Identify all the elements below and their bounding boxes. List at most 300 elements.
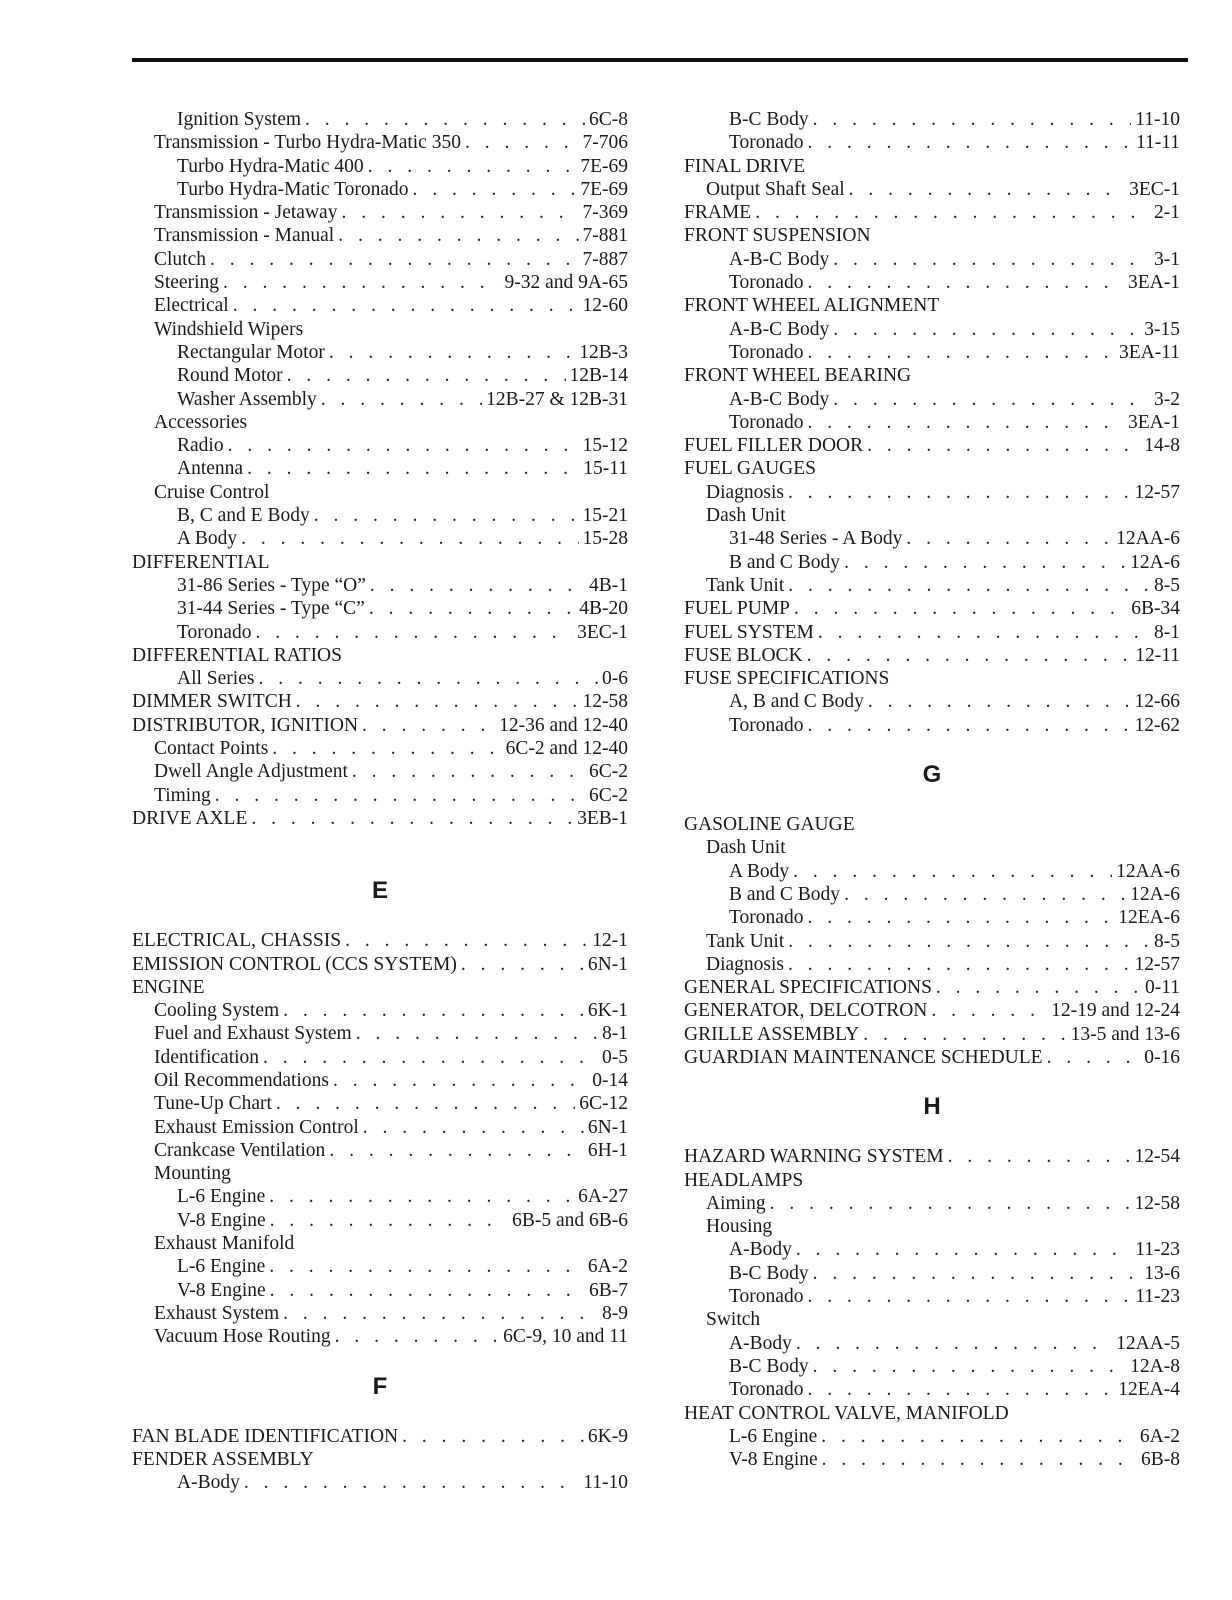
index-entry-title: Cruise Control [154, 481, 270, 503]
index-entry [132, 737, 628, 760]
index-entry-title: Toronado [729, 411, 804, 433]
index-entry-title: DIMMER SWITCH [132, 691, 292, 713]
section-letter-heading: F [372, 1372, 388, 1400]
index-entry-title: A-B-C Body [729, 248, 830, 270]
index-entry-title: Toronado [729, 132, 804, 154]
index-entry [684, 621, 1180, 644]
dot-leader [931, 999, 1047, 1022]
index-entry [684, 341, 1180, 364]
index-entry-title: A Body [729, 860, 790, 882]
index-entry [132, 1185, 628, 1208]
dot-leader [296, 690, 579, 713]
index-entry-page: 3-15 [1144, 318, 1180, 340]
index-entry [132, 271, 628, 294]
index-entry [132, 1425, 628, 1448]
index-entry-page: 0-11 [1144, 977, 1180, 999]
index-entry [684, 155, 1180, 178]
index-entry [132, 714, 628, 737]
index-entry [132, 411, 628, 434]
index-entry [132, 1255, 628, 1278]
index-entry [684, 388, 1180, 411]
index-entry [684, 1238, 1180, 1261]
dot-leader [228, 434, 579, 457]
index-entry [132, 667, 628, 690]
index-entry-title: Diagnosis [706, 481, 784, 503]
index-entry-title: Rectangular Motor [177, 341, 325, 363]
index-entry-title: Tank Unit [706, 574, 785, 596]
dot-leader [788, 953, 1131, 976]
index-entry-page: 2-1 [1154, 202, 1180, 224]
index-entry-page: 9-32 and 9A-65 [504, 272, 628, 294]
index-entry-title: Exhaust System [154, 1302, 280, 1324]
index-entry [132, 155, 628, 178]
index-entry [684, 597, 1180, 620]
dot-leader [813, 108, 1132, 131]
index-entry-page: 3EA-1 [1128, 411, 1180, 433]
index-entry [132, 1139, 628, 1162]
index-entry-page: 8-5 [1154, 574, 1180, 596]
index-entry-title: Transmission - Turbo Hydra-Matic 350 [154, 132, 461, 154]
dot-leader [223, 271, 501, 294]
index-entry-title: FENDER ASSEMBLY [132, 1448, 314, 1470]
section-spacer [684, 1069, 1180, 1092]
index-entry-page: 11-23 [1135, 1239, 1180, 1261]
index-entry-title: Windshield Wipers [154, 318, 304, 340]
index-entry [684, 248, 1180, 271]
dot-leader [807, 1285, 1131, 1308]
index-entry [132, 364, 628, 387]
index-entry [684, 364, 1180, 387]
index-entry-title: Crankcase Ventilation [154, 1139, 326, 1161]
index-entry [684, 131, 1180, 154]
index-entry-title: A-B-C Body [729, 318, 830, 340]
index-entry-page: 0-6 [602, 668, 628, 690]
dot-leader [335, 1325, 499, 1348]
dot-leader [338, 224, 578, 247]
index-entry-title: HAZARD WARNING SYSTEM [684, 1146, 944, 1168]
index-entry-title: Switch [706, 1309, 761, 1331]
index-entry [684, 1355, 1180, 1378]
index-entry-title: Toronado [729, 272, 804, 294]
dot-leader [844, 883, 1126, 906]
dot-leader [345, 929, 588, 952]
index-entry [684, 976, 1180, 999]
index-entry [684, 1402, 1180, 1425]
index-entry-title: V-8 Engine [177, 1209, 266, 1231]
dot-leader [796, 1332, 1112, 1355]
index-entry [132, 953, 628, 976]
index-entry [684, 1215, 1180, 1238]
index-entry [132, 1116, 628, 1139]
dot-leader [247, 457, 579, 480]
index-entry [132, 224, 628, 247]
index-entry-title: FRONT WHEEL BEARING [684, 365, 912, 387]
index-entry-page: 12B-27 & 12B-31 [486, 388, 628, 410]
index-entry-page: 12-11 [1135, 644, 1180, 666]
index-entry-title: Transmission - Manual [154, 225, 335, 247]
index-entry [684, 1285, 1180, 1308]
section-spacer [132, 853, 628, 876]
dot-leader [263, 1046, 598, 1069]
index-entry [684, 836, 1180, 859]
index-entry-page: 12EA-4 [1118, 1379, 1180, 1401]
index-entry-title: FRAME [684, 202, 752, 224]
section-spacer [132, 1349, 628, 1372]
index-entry-page: 13-6 [1144, 1262, 1180, 1284]
dot-leader [818, 621, 1150, 644]
dot-leader [283, 1302, 598, 1325]
dot-leader [788, 574, 1150, 597]
index-entry-title: FRONT SUSPENSION [684, 225, 871, 247]
index-entry-page: 12-19 and 12-24 [1051, 1000, 1180, 1022]
section-spacer [132, 830, 628, 853]
index-entry-title: Toronado [177, 621, 252, 643]
index-entry-page: 0-16 [1144, 1046, 1180, 1068]
index-entry-page: 6C-12 [579, 1093, 628, 1115]
index-entry [684, 1046, 1180, 1069]
index-entry-title: GRILLE ASSEMBLY [684, 1023, 860, 1045]
dot-leader [333, 1069, 588, 1092]
dot-leader [936, 976, 1141, 999]
dot-leader [244, 1471, 579, 1494]
dot-leader [807, 906, 1114, 929]
index-entry-page: 12-58 [1134, 1192, 1180, 1214]
dot-leader [272, 737, 501, 760]
index-entry-page: 3-1 [1154, 248, 1180, 270]
index-entry [132, 388, 628, 411]
index-entry-title: 31-86 Series - Type “O” [177, 574, 366, 596]
index-entry-title: All Series [177, 668, 255, 690]
index-entry-title: DRIVE AXLE [132, 807, 248, 829]
index-entry-page: 12-66 [1134, 691, 1180, 713]
index-entry-page: 12-62 [1134, 714, 1180, 736]
index-entry-title: B and C Body [729, 551, 841, 573]
index-entry-title: A-Body [177, 1472, 240, 1494]
dot-leader [215, 784, 585, 807]
dot-leader [233, 294, 579, 317]
index-entry-page: 0-5 [602, 1046, 628, 1068]
index-entry-title: Mounting [154, 1163, 231, 1185]
dot-leader [362, 714, 495, 737]
dot-leader [807, 411, 1124, 434]
index-entry [684, 1192, 1180, 1215]
index-entry-title: Vacuum Hose Routing [154, 1326, 331, 1348]
index-entry-title: A-Body [729, 1332, 792, 1354]
index-entry [684, 201, 1180, 224]
index-entry-title: Antenna [177, 458, 244, 480]
index-entry-title: Housing [706, 1216, 773, 1238]
index-entry-page: 6H-1 [587, 1139, 628, 1161]
index-entry-page: 6K-1 [587, 1000, 628, 1022]
index-entry [132, 504, 628, 527]
dot-leader [321, 388, 482, 411]
index-entry [132, 294, 628, 317]
index-entry-page: 15-21 [582, 505, 628, 527]
index-entry [684, 930, 1180, 953]
index-entry-title: HEADLAMPS [684, 1169, 804, 1191]
index-entry [132, 1279, 628, 1302]
dot-leader [329, 1139, 584, 1162]
dot-leader [210, 248, 579, 271]
index-column-left [132, 108, 628, 1494]
index-entry [132, 1302, 628, 1325]
dot-leader [461, 953, 584, 976]
index-entry-page: 8-1 [1154, 621, 1180, 643]
index-entry [132, 108, 628, 131]
index-entry [684, 644, 1180, 667]
index-entry [684, 813, 1180, 836]
index-entry-title: FUEL GAUGES [684, 458, 816, 480]
index-entry-title: ENGINE [132, 976, 205, 998]
index-entry [684, 271, 1180, 294]
index-entry-page: 12AA-6 [1116, 860, 1180, 882]
index-entry-page: 6K-9 [587, 1425, 628, 1447]
dot-leader [413, 178, 577, 201]
dot-leader [269, 1185, 574, 1208]
index-entry [684, 906, 1180, 929]
index-entry-page: 6C-2 [589, 784, 628, 806]
dot-leader [369, 597, 575, 620]
dot-leader [948, 1145, 1131, 1168]
index-entry-title: FUEL FILLER DOOR [684, 435, 864, 457]
dot-leader [370, 574, 585, 597]
index-entry-page: 7-887 [582, 248, 628, 270]
index-entry-page: 6B-5 and 6B-6 [512, 1209, 628, 1231]
index-entry-title: L-6 Engine [177, 1186, 266, 1208]
index-entry [132, 341, 628, 364]
section-spacer [132, 1402, 628, 1425]
dot-leader [868, 690, 1131, 713]
index-entry [684, 999, 1180, 1022]
dot-leader [788, 481, 1131, 504]
dot-leader [807, 1378, 1114, 1401]
index-entry-page: 12A-8 [1130, 1355, 1180, 1377]
dot-leader [314, 504, 579, 527]
dot-leader [341, 201, 578, 224]
dot-leader [402, 1425, 584, 1448]
index-entry-title: EMISSION CONTROL (CCS SYSTEM) [132, 953, 457, 975]
index-entry [684, 1145, 1180, 1168]
index-entry [684, 434, 1180, 457]
index-entry-page: 6C-2 [589, 761, 628, 783]
section-letter-heading: E [371, 877, 388, 905]
index-entry-page: 12B-14 [569, 365, 628, 387]
index-entry-page: 7-706 [582, 132, 628, 154]
index-entry [684, 1332, 1180, 1355]
dot-leader [867, 434, 1140, 457]
dot-leader [241, 527, 578, 550]
dot-leader [270, 1279, 585, 1302]
section-spacer [684, 737, 1180, 760]
index-entry-page: 8-1 [602, 1023, 628, 1045]
index-entry [132, 929, 628, 952]
index-entry [132, 1046, 628, 1069]
index-entry [132, 1209, 628, 1232]
dot-leader [270, 1209, 508, 1232]
dot-leader [844, 551, 1126, 574]
dot-leader [276, 1092, 575, 1115]
index-entry-page: 6N-1 [587, 953, 628, 975]
index-entry-title: GENERATOR, DELCOTRON [684, 1000, 928, 1022]
dot-leader [807, 714, 1130, 737]
index-entry-title: A-B-C Body [729, 388, 830, 410]
dot-leader [465, 131, 579, 154]
index-entry-page: 8-5 [1154, 930, 1180, 952]
index-entry-page: 4B-20 [579, 598, 628, 620]
index-entry-title: FUSE SPECIFICATIONS [684, 668, 890, 690]
index-entry-page: 15-11 [583, 458, 628, 480]
index-entry-page: 14-8 [1144, 435, 1180, 457]
index-entry [684, 504, 1180, 527]
index-entry-title: Toronado [729, 907, 804, 929]
index-entry-page: 12-57 [1134, 481, 1180, 503]
index-entry [684, 1262, 1180, 1285]
index-entry-page: 12-57 [1134, 953, 1180, 975]
index-entry-page: 15-28 [582, 528, 628, 550]
index-column-right [684, 108, 1180, 1471]
index-entry-page: 8-9 [602, 1302, 628, 1324]
index-entry-title: Tank Unit [706, 930, 785, 952]
dot-leader [807, 131, 1132, 154]
dot-leader [368, 155, 577, 178]
dot-leader [283, 999, 584, 1022]
index-entry [132, 760, 628, 783]
index-entry-page: 7-369 [582, 202, 628, 224]
dot-leader [807, 644, 1132, 667]
index-entry-page: 6B-7 [589, 1279, 628, 1301]
index-entry-title: Dwell Angle Adjustment [154, 761, 348, 783]
dot-leader [822, 1448, 1137, 1471]
index-entry [684, 481, 1180, 504]
index-entry-title: B-C Body [729, 1355, 809, 1377]
dot-leader [849, 178, 1125, 201]
section-letter-heading: G [922, 761, 942, 789]
index-entry-title: Turbo Hydra-Matic 400 [177, 155, 364, 177]
index-entry-page: 6B-8 [1141, 1449, 1180, 1471]
dot-leader [833, 388, 1150, 411]
index-entry-title: L-6 Engine [729, 1425, 818, 1447]
index-entry-title: Cooling System [154, 1000, 280, 1022]
index-entry-title: FUSE BLOCK [684, 644, 803, 666]
index-entry [132, 1069, 628, 1092]
index-entry-page: 3EC-1 [577, 621, 628, 643]
index-entry-page: 3EA-1 [1128, 272, 1180, 294]
index-entry-title: Dash Unit [706, 505, 786, 527]
dot-leader [821, 1425, 1136, 1448]
index-entry-title: Radio [177, 435, 224, 457]
dot-leader [1047, 1046, 1141, 1069]
index-entry-title: Transmission - Jetaway [154, 202, 338, 224]
index-entry [132, 551, 628, 574]
dot-leader [363, 1116, 584, 1139]
header-rule [132, 58, 1188, 62]
dot-leader [770, 1192, 1131, 1215]
index-entry-title: Timing [154, 784, 211, 806]
index-entry-title: B, C and E Body [177, 505, 310, 527]
index-entry-page: 3EC-1 [1129, 178, 1180, 200]
index-entry-title: B-C Body [729, 1262, 809, 1284]
index-entry-page: 12A-6 [1130, 883, 1180, 905]
index-entry-title: A, B and C Body [729, 691, 864, 713]
dot-leader [305, 108, 585, 131]
index-entry [132, 574, 628, 597]
dot-leader [258, 667, 598, 690]
dot-leader [755, 201, 1150, 224]
index-entry-page: 6A-2 [1139, 1425, 1180, 1447]
dot-leader [788, 930, 1150, 953]
index-entry-title: Tune-Up Chart [154, 1093, 272, 1115]
index-entry-title: GENERAL SPECIFICATIONS [684, 977, 932, 999]
index-entry [132, 527, 628, 550]
index-entry-title: 31-48 Series - A Body [729, 528, 903, 550]
dot-leader [329, 341, 575, 364]
dot-leader [352, 760, 585, 783]
index-entry-title: Fuel and Exhaust System [154, 1023, 352, 1045]
index-entry-page: 12AA-5 [1116, 1332, 1180, 1354]
index-entry-title: FRONT WHEEL ALIGNMENT [684, 295, 940, 317]
index-entry-page: 6C-9, 10 and 11 [503, 1326, 628, 1348]
index-entry-title: Diagnosis [706, 953, 784, 975]
index-entry [132, 434, 628, 457]
index-entry-page: 12A-6 [1130, 551, 1180, 573]
index-entry-page: 6B-34 [1131, 598, 1180, 620]
index-entry [132, 1325, 628, 1348]
index-entry [132, 644, 628, 667]
dot-leader [356, 1022, 598, 1045]
index-entry-title: Washer Assembly [177, 388, 317, 410]
index-entry-title: Exhaust Emission Control [154, 1116, 359, 1138]
index-entry-page: 11-10 [583, 1472, 628, 1494]
index-entry-page: 7E-69 [580, 178, 628, 200]
index-entry [684, 1378, 1180, 1401]
index-entry [684, 294, 1180, 317]
index-entry-title: V-8 Engine [729, 1449, 818, 1471]
index-entry [684, 411, 1180, 434]
index-entry [684, 178, 1180, 201]
index-entry [132, 597, 628, 620]
index-entry [684, 574, 1180, 597]
index-entry-page: 11-11 [1135, 132, 1180, 154]
dot-leader [794, 597, 1127, 620]
index-entry-title: Toronado [729, 341, 804, 363]
section-spacer [684, 790, 1180, 813]
index-entry-page: 6A-2 [587, 1256, 628, 1278]
index-entry [132, 1232, 628, 1255]
index-entry-title: Toronado [729, 714, 804, 736]
index-entry-title: Toronado [729, 1286, 804, 1308]
index-entry-page: 11-10 [1135, 109, 1180, 130]
dot-leader [255, 621, 573, 644]
index-entry-page: 6C-2 and 12-40 [505, 738, 628, 760]
index-entry-page: 12-1 [592, 930, 628, 952]
index-entry-title: Contact Points [154, 738, 269, 760]
index-entry [684, 1023, 1180, 1046]
index-entry-title: Exhaust Manifold [154, 1233, 295, 1255]
index-entry-title: Aiming [706, 1192, 766, 1214]
section-spacer [132, 906, 628, 929]
index-entry-page: 6A-27 [578, 1186, 628, 1208]
index-entry-title: FUEL SYSTEM [684, 621, 814, 643]
index-entry-page: 11-23 [1135, 1286, 1180, 1308]
index-entry-page: 0-14 [592, 1069, 628, 1091]
index-entry [132, 999, 628, 1022]
index-entry-page: 12-58 [582, 691, 628, 713]
index-entry [132, 481, 628, 504]
dot-leader [807, 341, 1115, 364]
index-entry [684, 527, 1180, 550]
index-entry [132, 1022, 628, 1045]
index-entry [132, 1448, 628, 1471]
